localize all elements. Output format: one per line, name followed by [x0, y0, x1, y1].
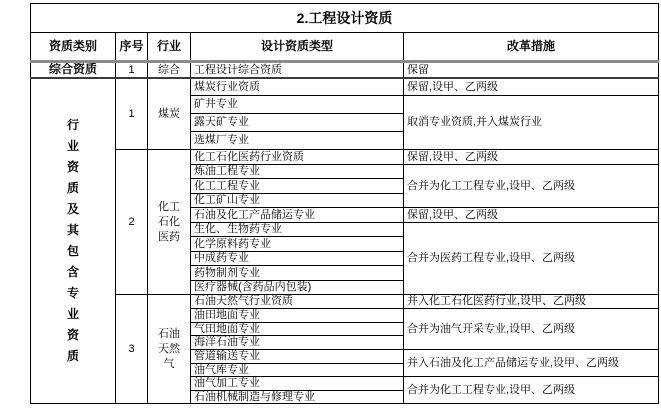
table-row: [31, 295, 659, 309]
table-header-row: [31, 33, 659, 62]
cell-section-index: 3: [116, 295, 148, 404]
cell-section-index: 1: [116, 78, 148, 150]
cell-section-index: 1: [116, 62, 148, 78]
cell-qualification-type: 选煤厂专业: [191, 132, 404, 150]
cell-category-industry-vertical: [31, 78, 116, 404]
table-row: [31, 150, 659, 165]
industry-label: 煤炭: [158, 107, 180, 120]
header-measure: 改革措施: [404, 33, 659, 62]
cell-qualification-type: 工程设计综合资质: [191, 62, 404, 78]
cell-qualification-type: 气田地面专业: [191, 322, 404, 336]
industry-label: 石油天然气: [158, 328, 180, 370]
cell-reform-measure: 合并为化工工程专业,设甲、乙两级: [404, 164, 659, 208]
cell-qualification-type: 炼油工程专业: [191, 164, 404, 179]
cell-qualification-type: 海洋石油专业: [191, 336, 404, 350]
header-index: 序号: [116, 33, 148, 62]
cell-qualification-type: 油气加工专业: [191, 377, 404, 391]
cell-reform-measure: 并入石油及化工产品储运专业,设甲、乙两级: [404, 349, 659, 376]
cell-qualification-type: 煤炭行业资质: [191, 78, 404, 96]
cell-reform-measure: 合并为化工工程专业,设甲、乙两级: [404, 377, 659, 404]
vertical-category-label: 行业资质及其包含专业资质: [66, 118, 79, 364]
cell-category-comprehensive: 综合资质: [31, 62, 116, 78]
cell-qualification-type: 石油及化工产品储运专业: [191, 208, 404, 223]
cell-reform-measure: 并入化工石化医药行业,设甲、乙两级: [404, 295, 659, 309]
header-category: 资质类别: [31, 33, 116, 62]
cell-qualification-type: 化工工程专业: [191, 179, 404, 194]
cell-reform-measure: 保留,设甲、乙两级: [404, 78, 659, 96]
cell-qualification-type: 矿井专业: [191, 96, 404, 114]
qualification-table: [30, 3, 659, 404]
industry-label: 化工石化医药: [158, 201, 180, 243]
page-title: 2.工程设计资质: [31, 4, 659, 33]
cell-qualification-type: 生化、生物药专业: [191, 222, 404, 237]
cell-reform-measure: 保留,设甲、乙两级: [404, 208, 659, 223]
table-row: [31, 62, 659, 78]
cell-reform-measure: 合并为医药工程专业,设甲、乙两级: [404, 222, 659, 295]
cell-qualification-type: 石油天然气行业资质: [191, 295, 404, 309]
header-industry: 行业: [148, 33, 191, 62]
cell-reform-measure: 取消专业资质,并入煤炭行业: [404, 96, 659, 150]
cell-qualification-type: 药物制剂专业: [191, 266, 404, 281]
cell-qualification-type: 油气库专业: [191, 363, 404, 377]
cell-qualification-type: 医疗器械(含药品内包装): [191, 280, 404, 295]
cell-qualification-type: 中成药专业: [191, 251, 404, 266]
cell-qualification-type: 化工石化医药行业资质: [191, 150, 404, 165]
table-row: [31, 78, 659, 96]
cell-qualification-type: 化工矿山专业: [191, 193, 404, 208]
cell-industry: [148, 78, 191, 150]
cell-qualification-type: 油田地面专业: [191, 308, 404, 322]
cell-industry: [148, 150, 191, 295]
cell-qualification-type: 管道输送专业: [191, 349, 404, 363]
cell-reform-measure: 保留,设甲、乙两级: [404, 150, 659, 165]
table-title-row: [31, 4, 659, 33]
cell-reform-measure: 保留: [404, 62, 659, 78]
cell-qualification-type: 石油机械制造与修理专业: [191, 390, 404, 404]
cell-industry: 综合: [148, 62, 191, 78]
cell-qualification-type: 露天矿专业: [191, 114, 404, 132]
cell-section-index: 2: [116, 150, 148, 295]
cell-industry: [148, 295, 191, 404]
cell-qualification-type: 化学原料药专业: [191, 237, 404, 252]
header-type: 设计资质类型: [191, 33, 404, 62]
cell-reform-measure: 合并为油气开采专业,设甲、乙两级: [404, 308, 659, 349]
